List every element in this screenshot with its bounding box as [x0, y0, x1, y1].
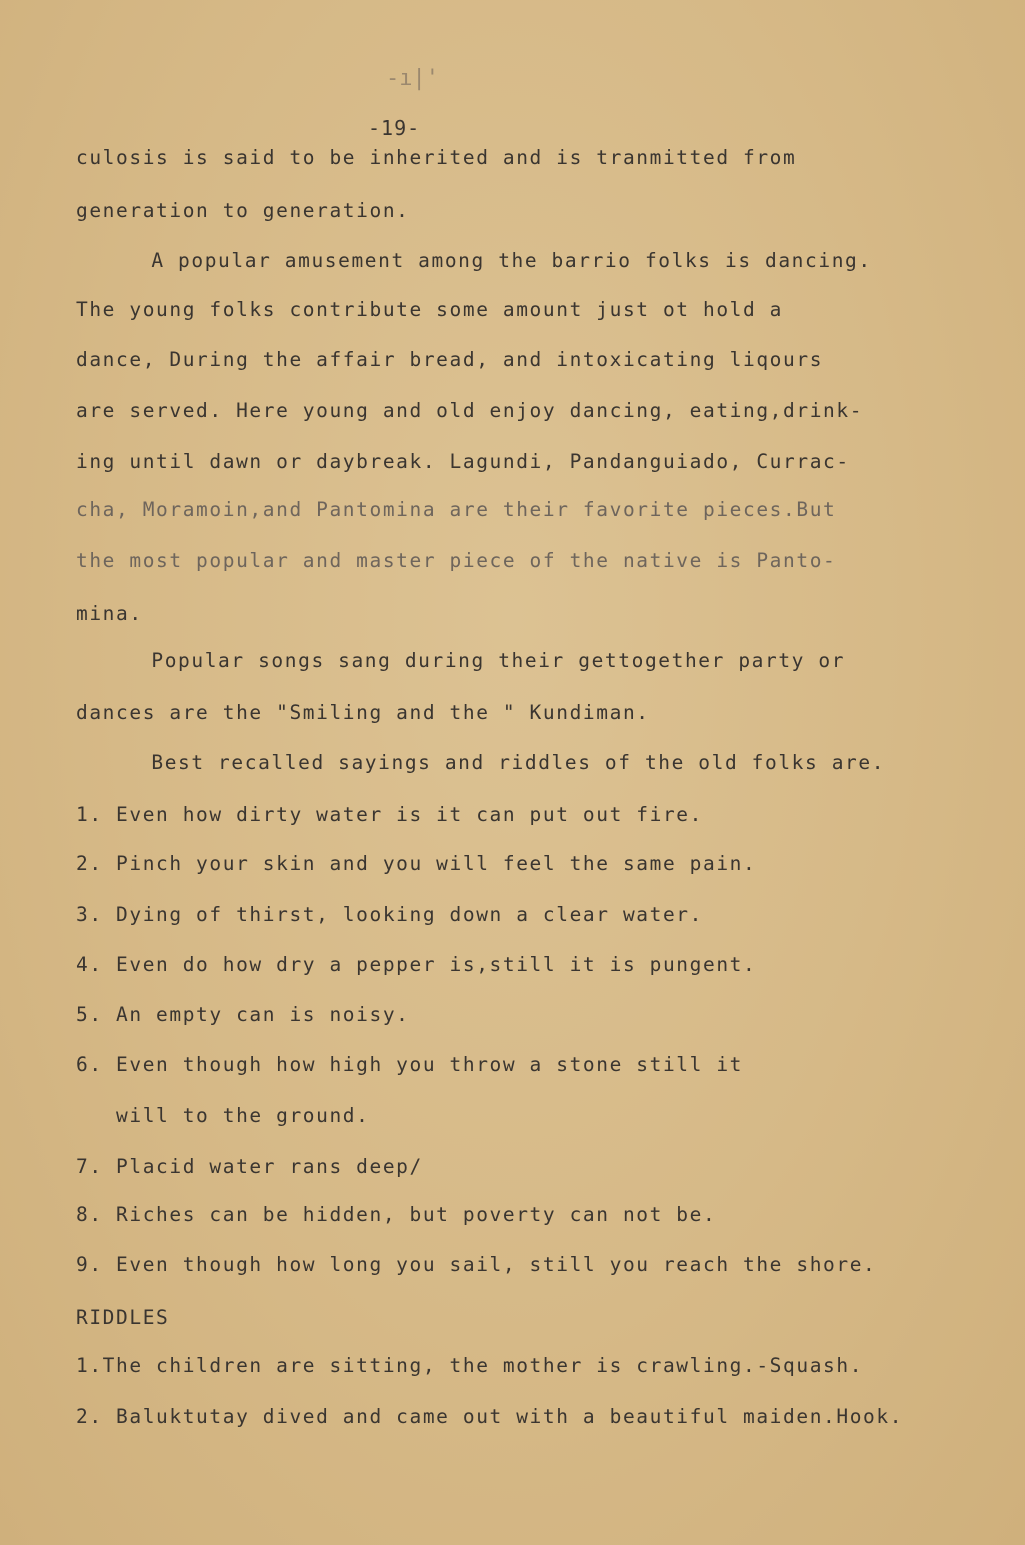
text-line: 1. Even how dirty water is it can put out fire. [76, 803, 703, 826]
text-line: culosis is said to be inherited and is tranmitted from [76, 146, 797, 169]
text-line: Popular songs sang during their gettogether party or [98, 649, 846, 672]
text-line: the most popular and master piece of the native is Panto- [76, 549, 837, 572]
top-mark: -ı|' [386, 66, 439, 91]
text-line: are served. Here young and old enjoy dancing, eating,drink- [76, 399, 864, 422]
text-line: cha, Moramoin,and Pantomina are their favorite pieces.But [76, 498, 837, 521]
text-line: 2. Pinch your skin and you will feel the same pain. [76, 852, 757, 875]
text-line: 5. An empty can is noisy. [76, 1003, 410, 1026]
text-line: 4. Even do how dry a pepper is,still it is pungent. [76, 953, 757, 976]
text-line: Best recalled sayings and riddles of the old folks are. [98, 751, 886, 774]
text-line: 8. Riches can be hidden, but poverty can not be. [76, 1203, 717, 1226]
text-line: 1.The children are sitting, the mother is crawling.-Squash. [76, 1354, 864, 1377]
text-line: will to the ground. [76, 1104, 370, 1127]
text-line: 7. Placid water rans deep/ [76, 1155, 423, 1178]
text-line: ing until dawn or daybreak. Lagundi, Pandanguiado, Currac- [76, 450, 850, 473]
text-line: mina. [76, 602, 143, 625]
text-line: 9. Even though how long you sail, still you reach the shore. [76, 1253, 877, 1276]
text-line: 2. Baluktutay dived and came out with a beautiful maiden.Hook. [76, 1405, 904, 1428]
text-line: RIDDLES [76, 1306, 170, 1329]
text-line: 3. Dying of thirst, looking down a clear water. [76, 903, 703, 926]
text-line: dances are the "Smiling and the " Kundiman. [76, 701, 650, 724]
text-line: 6. Even though how high you throw a stone still it [76, 1053, 743, 1076]
text-line: generation to generation. [76, 199, 410, 222]
text-line: dance, During the affair bread, and intoxicating liqours [76, 348, 824, 371]
text-line: The young folks contribute some amount just ot hold a [76, 298, 784, 321]
text-line: A popular amusement among the barrio folks is dancing. [98, 249, 872, 272]
page-number: -19- [368, 116, 421, 140]
